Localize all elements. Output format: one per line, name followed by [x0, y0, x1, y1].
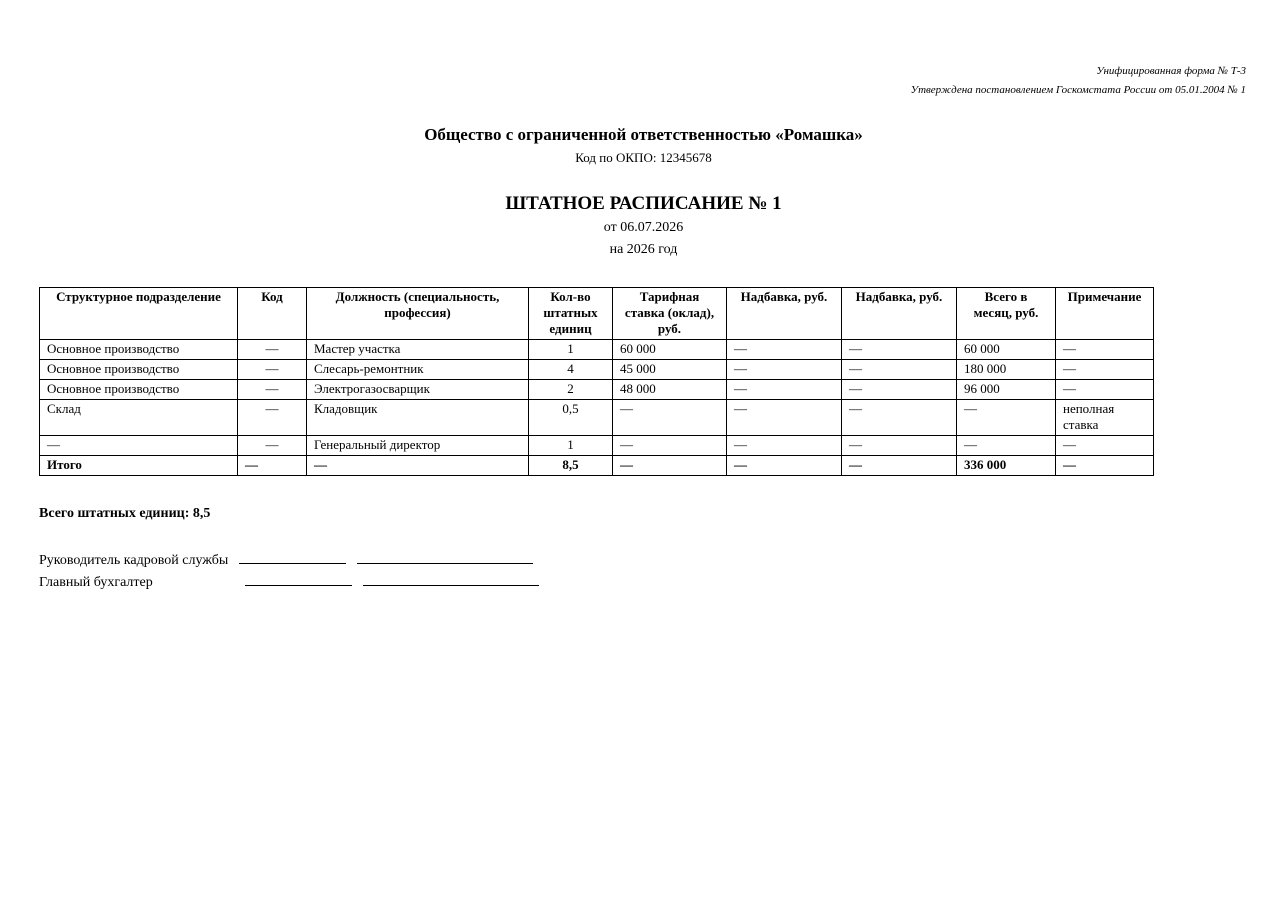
cell-code: — [238, 340, 307, 360]
total-salary: — [613, 456, 727, 476]
total-position: — [307, 456, 529, 476]
signature-line [245, 573, 352, 586]
signature-line [239, 551, 346, 564]
cell-monthly-total: 60 000 [957, 340, 1056, 360]
cell-allowance-1: — [727, 340, 842, 360]
cell-allowance-2: — [842, 360, 957, 380]
cell-position: Кладовщик [307, 400, 529, 436]
column-header-note: Примечание [1056, 288, 1154, 340]
total-units: 8,5 [529, 456, 613, 476]
column-header-allowance-2: Надбавка, руб. [842, 288, 957, 340]
cell-code: — [238, 380, 307, 400]
table-row [40, 360, 1154, 380]
cell-allowance-1: — [727, 360, 842, 380]
hr-head-label: Руководитель кадровой службы [39, 553, 229, 568]
cell-salary: — [613, 436, 727, 456]
staff-schedule-table [39, 287, 1154, 476]
document-date: от 06.07.2026 [603, 220, 684, 235]
column-header-code: Код [238, 288, 307, 340]
cell-allowance-1: — [727, 436, 842, 456]
column-header-monthly-total: Всего в месяц, руб. [957, 288, 1056, 340]
cell-allowance-2: — [842, 436, 957, 456]
okpo-label: Код по ОКПО: [575, 150, 657, 165]
name-line [357, 551, 533, 564]
column-header-department: Структурное подразделение [40, 288, 238, 340]
column-header-salary: Тарифная ставка (оклад), руб. [613, 288, 727, 340]
cell-monthly-total: 96 000 [957, 380, 1056, 400]
okpo-code [0, 150, 1287, 166]
approval-note: Утверждена постановлением Госкомстата России от 05.01.2004 № 1 [910, 84, 1246, 96]
cell-allowance-2: — [842, 340, 957, 360]
form-name-note: Унифицированная форма № Т-3 [1096, 65, 1246, 77]
cell-position: Электрогазосварщик [307, 380, 529, 400]
signature-row-hr [39, 551, 533, 569]
cell-code: — [238, 400, 307, 436]
cell-allowance-2: — [842, 380, 957, 400]
chief-accountant-label: Главный бухгалтер [39, 575, 153, 590]
cell-department: Основное производство [40, 360, 238, 380]
cell-department: Основное производство [40, 380, 238, 400]
document-title: ШТАТНОЕ РАСПИСАНИЕ № 1 [505, 193, 782, 214]
name-line [363, 573, 539, 586]
total-allowance-1: — [727, 456, 842, 476]
cell-monthly-total: — [957, 436, 1056, 456]
organization-name: Общество с ограниченной ответственностью «Ромашка» [424, 125, 863, 144]
column-header-allowance-1: Надбавка, руб. [727, 288, 842, 340]
cell-monthly-total: — [957, 400, 1056, 436]
table-total-row [40, 456, 1154, 476]
cell-allowance-2: — [842, 400, 957, 436]
cell-allowance-1: — [727, 400, 842, 436]
cell-position: Мастер участка [307, 340, 529, 360]
cell-units: 1 [529, 436, 613, 456]
cell-salary: 45 000 [613, 360, 727, 380]
cell-note: — [1056, 436, 1154, 456]
total-note: — [1056, 456, 1154, 476]
cell-code: — [238, 436, 307, 456]
total-code: — [238, 456, 307, 476]
cell-salary: 60 000 [613, 340, 727, 360]
cell-units: 2 [529, 380, 613, 400]
cell-units: 4 [529, 360, 613, 380]
total-staff-units: Всего штатных единиц: 8,5 [39, 506, 211, 521]
cell-units: 1 [529, 340, 613, 360]
cell-allowance-1: — [727, 380, 842, 400]
cell-note: — [1056, 360, 1154, 380]
total-label: Итого [40, 456, 238, 476]
column-header-units: Кол-во штатных единиц [529, 288, 613, 340]
table-row [40, 380, 1154, 400]
cell-salary: 48 000 [613, 380, 727, 400]
cell-department: Основное производство [40, 340, 238, 360]
total-monthly: 336 000 [957, 456, 1056, 476]
cell-department: Склад [40, 400, 238, 436]
document-year: на 2026 год [609, 242, 678, 257]
cell-position: Слесарь-ремонтник [307, 360, 529, 380]
cell-position: Генеральный директор [307, 436, 529, 456]
cell-department: — [40, 436, 238, 456]
table-header-row [40, 288, 1154, 340]
table-row [40, 340, 1154, 360]
cell-note: неполная ставка [1056, 400, 1154, 436]
cell-monthly-total: 180 000 [957, 360, 1056, 380]
okpo-value: 12345678 [659, 150, 712, 165]
column-header-position: Должность (специальность, профессия) [307, 288, 529, 340]
cell-code: — [238, 360, 307, 380]
cell-note: — [1056, 380, 1154, 400]
cell-salary: — [613, 400, 727, 436]
cell-note: — [1056, 340, 1154, 360]
signature-row-accountant [39, 573, 539, 591]
cell-units: 0,5 [529, 400, 613, 436]
table-row [40, 436, 1154, 456]
total-allowance-2: — [842, 456, 957, 476]
table-row [40, 400, 1154, 436]
